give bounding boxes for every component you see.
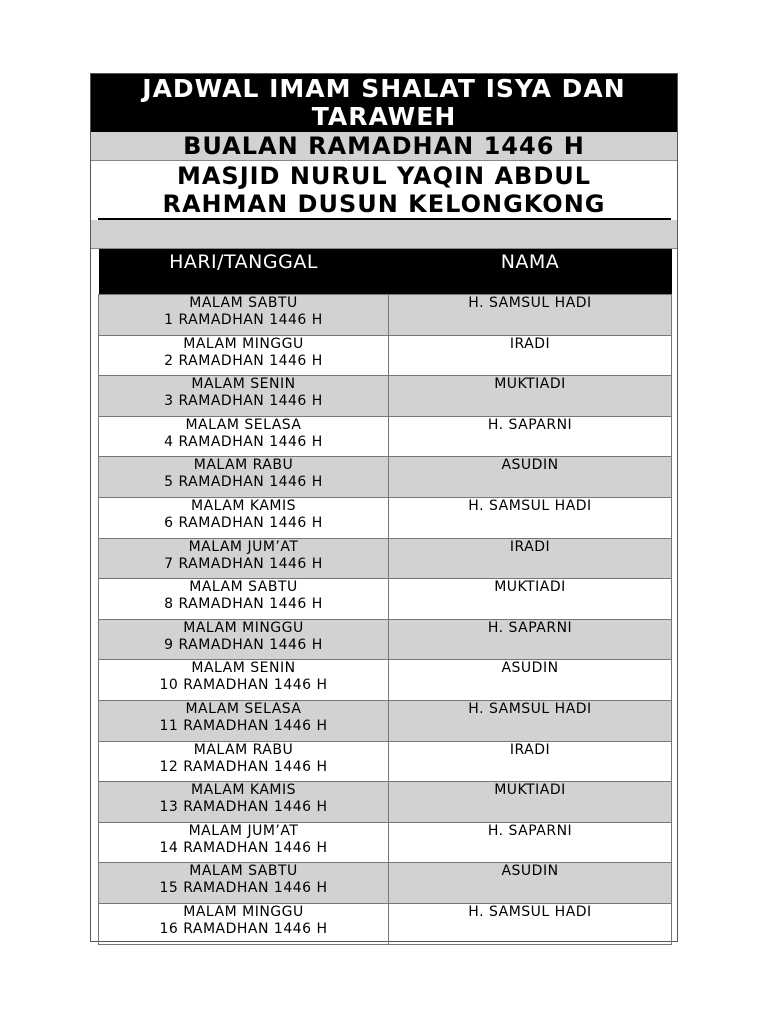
imam-name-cell: H. SAMSUL HADI — [389, 295, 672, 336]
night-label: MALAM JUM’AT — [188, 538, 299, 555]
table-row — [99, 335, 672, 376]
night-label: MALAM SENIN — [191, 660, 296, 677]
night-label: MALAM SENIN — [191, 376, 296, 393]
night-label: MALAM KAMIS — [191, 782, 296, 799]
night-label: MALAM SABTU — [189, 295, 298, 311]
title-line-1: JADWAL IMAM SHALAT ISYA DAN — [142, 74, 626, 103]
table-row — [99, 619, 672, 660]
ramadhan-date: 14 RAMADHAN 1446 H — [159, 839, 328, 856]
night-label: MALAM MINGGU — [183, 903, 304, 920]
ramadhan-date: 11 RAMADHAN 1446 H — [159, 717, 328, 734]
imam-name-cell: MUKTIADI — [389, 782, 672, 823]
day-date-cell — [99, 619, 389, 660]
ramadhan-date: 5 RAMADHAN 1446 H — [164, 474, 323, 491]
imam-name-cell: H. SAPARNI — [389, 619, 672, 660]
table-row — [99, 579, 672, 620]
imam-name-cell: IRADI — [389, 335, 672, 376]
table-row — [99, 903, 672, 944]
imam-name-cell: MUKTIADI — [389, 579, 672, 620]
day-date-cell — [99, 579, 389, 620]
mosque-heading — [91, 161, 677, 219]
imam-name-cell: H. SAPARNI — [389, 416, 672, 457]
day-date-cell — [99, 335, 389, 376]
table-body — [99, 295, 672, 945]
night-label: MALAM RABU — [193, 457, 294, 474]
table-row — [99, 782, 672, 823]
schedule-sheet — [90, 73, 678, 942]
table-row — [99, 660, 672, 701]
column-header-name: NAMA — [389, 249, 672, 295]
table-row — [99, 376, 672, 417]
spacer-band — [91, 220, 677, 249]
ramadhan-date: 3 RAMADHAN 1446 H — [164, 393, 323, 410]
night-label: MALAM SABTU — [189, 579, 298, 596]
ramadhan-date: 15 RAMADHAN 1446 H — [159, 880, 328, 897]
day-date-cell — [99, 700, 389, 741]
ramadhan-date: 13 RAMADHAN 1446 H — [159, 799, 328, 816]
night-label: MALAM RABU — [193, 741, 294, 758]
table-row — [99, 700, 672, 741]
imam-name-cell: H. SAMSUL HADI — [389, 497, 672, 538]
table-row — [99, 741, 672, 782]
day-date-cell — [99, 457, 389, 498]
column-header-date: HARI/TANGGAL — [99, 249, 389, 295]
day-date-cell — [99, 376, 389, 417]
ramadhan-date: 4 RAMADHAN 1446 H — [164, 433, 323, 450]
imam-name-cell: ASUDIN — [389, 863, 672, 904]
table-row — [99, 822, 672, 863]
mosque-line-2: RAHMAN DUSUN KELONGKONG — [162, 190, 606, 218]
imam-name-cell: MUKTIADI — [389, 376, 672, 417]
night-label: MALAM SELASA — [185, 416, 302, 433]
table-header-row — [99, 249, 672, 295]
table-row — [99, 457, 672, 498]
day-date-cell — [99, 822, 389, 863]
night-label: MALAM MINGGU — [183, 619, 304, 636]
day-date-cell — [99, 295, 389, 336]
day-date-cell — [99, 741, 389, 782]
day-date-cell — [99, 660, 389, 701]
imam-schedule-table — [98, 249, 672, 945]
day-date-cell — [99, 903, 389, 944]
day-date-cell — [99, 863, 389, 904]
night-label: MALAM JUM’AT — [188, 822, 299, 839]
imam-name-cell: H. SAMSUL HADI — [389, 903, 672, 944]
imam-name-cell: ASUDIN — [389, 457, 672, 498]
day-date-cell — [99, 782, 389, 823]
table-row — [99, 538, 672, 579]
ramadhan-date: 12 RAMADHAN 1446 H — [159, 758, 328, 775]
title-line-2: TARAWEH — [311, 102, 457, 131]
ramadhan-date: 2 RAMADHAN 1446 H — [164, 352, 323, 369]
imam-name-cell: IRADI — [389, 741, 672, 782]
imam-name-cell: H. SAPARNI — [389, 822, 672, 863]
imam-name-cell: ASUDIN — [389, 660, 672, 701]
ramadhan-date: 6 RAMADHAN 1446 H — [164, 514, 323, 531]
day-date-cell — [99, 416, 389, 457]
day-date-cell — [99, 538, 389, 579]
document-title — [91, 74, 677, 132]
table-row — [99, 295, 672, 336]
ramadhan-date: 16 RAMADHAN 1446 H — [159, 920, 328, 937]
imam-name-cell: IRADI — [389, 538, 672, 579]
ramadhan-date: 8 RAMADHAN 1446 H — [164, 596, 323, 613]
table-row — [99, 863, 672, 904]
ramadhan-date: 7 RAMADHAN 1446 H — [164, 555, 323, 572]
ramadhan-date: 10 RAMADHAN 1446 H — [159, 677, 328, 694]
night-label: MALAM SABTU — [189, 863, 298, 880]
mosque-line-1: MASJID NURUL YAQIN ABDUL — [176, 162, 592, 190]
table-row — [99, 416, 672, 457]
ramadhan-date: 1 RAMADHAN 1446 H — [164, 312, 323, 328]
day-date-cell — [99, 497, 389, 538]
imam-name-cell: H. SAMSUL HADI — [389, 700, 672, 741]
night-label: MALAM MINGGU — [183, 335, 304, 352]
night-label: MALAM KAMIS — [191, 497, 296, 514]
table-row — [99, 497, 672, 538]
month-heading: BUALAN RAMADHAN 1446 H — [91, 132, 677, 161]
ramadhan-date: 9 RAMADHAN 1446 H — [164, 636, 323, 653]
night-label: MALAM SELASA — [185, 700, 302, 717]
